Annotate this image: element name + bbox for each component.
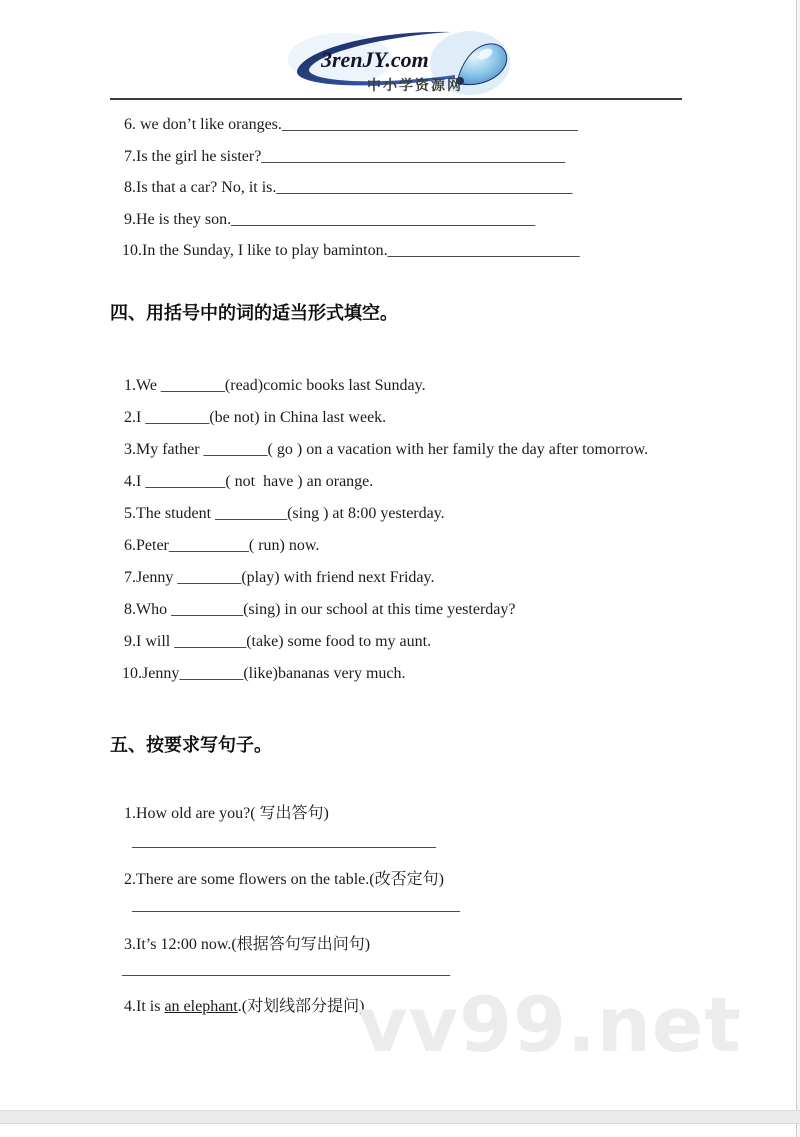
s4-item-2: 2.I ________(be not) in China last week.: [124, 409, 387, 426]
s4-item-5: 5.The student _________(sing ) at 8:00 yesterday.: [124, 505, 445, 522]
s5-answer-blank-2: _________________________________________: [132, 897, 460, 914]
logo-site-name: 3renJY.com: [321, 47, 429, 72]
s5-item-4: [124, 997, 364, 1017]
watermark: vv99.net: [358, 980, 742, 1069]
s5-item-4-suffix: .(对划线部分提问): [237, 998, 365, 1015]
s4-item-10: 10.Jenny________(like)bananas very much.: [122, 665, 406, 682]
s4-item-7: 7.Jenny ________(play) with friend next Friday.: [124, 569, 435, 586]
s4-item-3: 3.My father ________( go ) on a vacation with her family the day after tomorrow.: [124, 441, 649, 458]
question-line-6: 6. we don’t like oranges._____________________________________: [124, 116, 578, 133]
s5-answer-blank-1: ______________________________________: [132, 833, 436, 850]
question-line-10: 10.In the Sunday, I like to play baminton.________________________: [122, 242, 580, 259]
question-line-9: 9.He is they son.______________________________________: [124, 211, 536, 228]
question-line-7: 7.Is the girl he sister?______________________________________: [124, 148, 566, 165]
s4-item-6: 6.Peter__________( run) now.: [124, 537, 320, 554]
s4-item-8: 8.Who _________(sing) in our school at this time yesterday?: [124, 601, 516, 618]
section4-title: 四、用括号中的词的适当形式填空。: [110, 303, 398, 323]
right-edge-border: [796, 0, 797, 1137]
site-logo: [285, 25, 510, 97]
s4-item-9: 9.I will _________(take) some food to my aunt.: [124, 633, 432, 650]
question-line-8: 8.Is that a car? No, it is._____________________________________: [124, 179, 573, 196]
page-bottom-separator: [0, 1110, 800, 1124]
s5-item-3: 3.It’s 12:00 now.(根据答句写出问句): [124, 936, 371, 953]
s5-item-4-underlined-part: an elephant: [164, 998, 238, 1015]
s4-item-1: 1.We ________(read)comic books last Sunday.: [124, 377, 426, 394]
s4-item-4: 4.I __________( not have ) an orange.: [124, 473, 374, 490]
s5-item-1: 1.How old are you?( 写出答句): [124, 805, 329, 822]
section5-title: 五、按要求写句子。: [110, 735, 272, 755]
header-divider: [110, 98, 682, 100]
s5-item-2: 2.There are some flowers on the table.(改否定句): [124, 871, 444, 888]
s5-item-4-prefix: 4.It is: [124, 998, 165, 1015]
s5-answer-blank-3: _________________________________________: [122, 961, 450, 978]
logo-tagline: 中小学资源网: [367, 77, 463, 93]
